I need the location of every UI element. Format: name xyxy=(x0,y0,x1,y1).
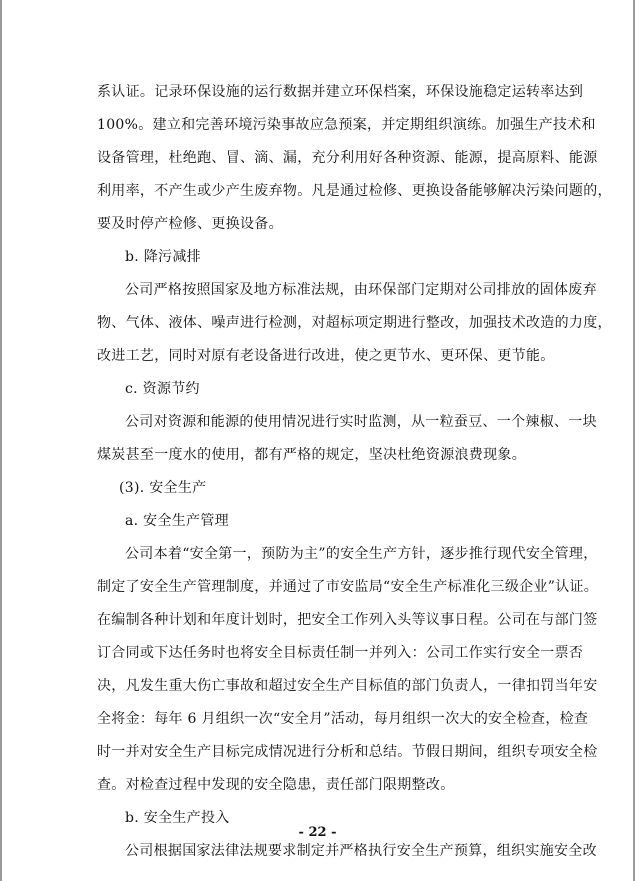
paragraph-line: 决，凡发生重大伤亡事故和超过安全生产目标值的部门负责人，一律扣罚当年安 xyxy=(97,678,598,694)
paragraph-line: 煤炭甚至一度水的使用，都有严格的规定，坚决杜绝资源浪费现象。 xyxy=(97,447,526,463)
section-heading-safety-management: a. 安全生产管理 xyxy=(125,513,229,529)
paragraph-line: 时一并对安全生产目标完成情况进行分析和总结。节假日期间，组织专项安全检 xyxy=(97,744,598,760)
paragraph-line: 利用率，不产生或少产生废弃物。凡是通过检修、更换设备能够解决污染问题的， xyxy=(97,183,612,199)
paragraph-line: 系认证。记录环保设施的运行数据并建立环保档案，环保设施稳定运转率达到 xyxy=(97,84,584,100)
section-heading-safety-investment: b. 安全生产投入 xyxy=(125,810,230,826)
paragraph-line: 公司严格按照国家及地方标准法规，由环保部门定期对公司排放的固体废弃 xyxy=(125,282,597,298)
section-heading-safe-production: (3). 安全生产 xyxy=(119,480,207,496)
page-number: - 22 - xyxy=(298,825,337,840)
paragraph-line: 要及时停产检修、更换设备。 xyxy=(97,216,283,232)
paragraph-line: 订合同或下达任务时也将安全目标责任制一并列入：公司工作实行安全一票否 xyxy=(97,645,584,661)
paragraph-line: 公司本着“安全第一，预防为主”的安全生产方针，逐步推行现代安全管理， xyxy=(125,546,598,562)
paragraph-line: 全将金：每年 6 月组织一次“安全月”活动，每月组织一次大的安全检查，检查 xyxy=(97,711,589,727)
page-left-edge xyxy=(0,0,2,881)
paragraph-line: 设备管理，杜绝跑、冒、滴、漏，充分利用好各种资源、能源，提高原料、能源 xyxy=(97,150,598,166)
section-heading-pollution-reduction: b. 降污减排 xyxy=(125,249,201,265)
paragraph-line: 改进工艺，同时对原有老设备进行改进，使之更节水、更环保、更节能。 xyxy=(97,348,555,364)
paragraph-line: 公司根据国家法律法规要求制定并严格执行安全生产预算，组织实施安全改 xyxy=(125,843,597,859)
body-text xyxy=(97,76,612,868)
paragraph-line: 在编制各种计划和年度计划时，把安全工作列入头等议事日程。公司在与部门签 xyxy=(97,612,598,628)
paragraph-line: 制定了安全生产管理制度，并通过了市安监局“安全生产标准化三级企业”认证。 xyxy=(97,579,599,595)
paragraph-line: 100%。建立和完善环境污染事故应急预案，并定期组织演练。加强生产技术和 xyxy=(97,117,596,133)
section-heading-resource-saving: c. 资源节约 xyxy=(125,381,200,397)
paragraph-line: 查。对检查过程中发现的安全隐患，责任部门限期整改。 xyxy=(97,777,455,793)
paragraph-line: 公司对资源和能源的使用情况进行实时监测，从一粒蚕豆、一个辣椒、一块 xyxy=(125,414,597,430)
paragraph-line: 物、气体、液体、噪声进行检测，对超标项定期进行整改，加强技术改造的力度， xyxy=(97,315,612,331)
